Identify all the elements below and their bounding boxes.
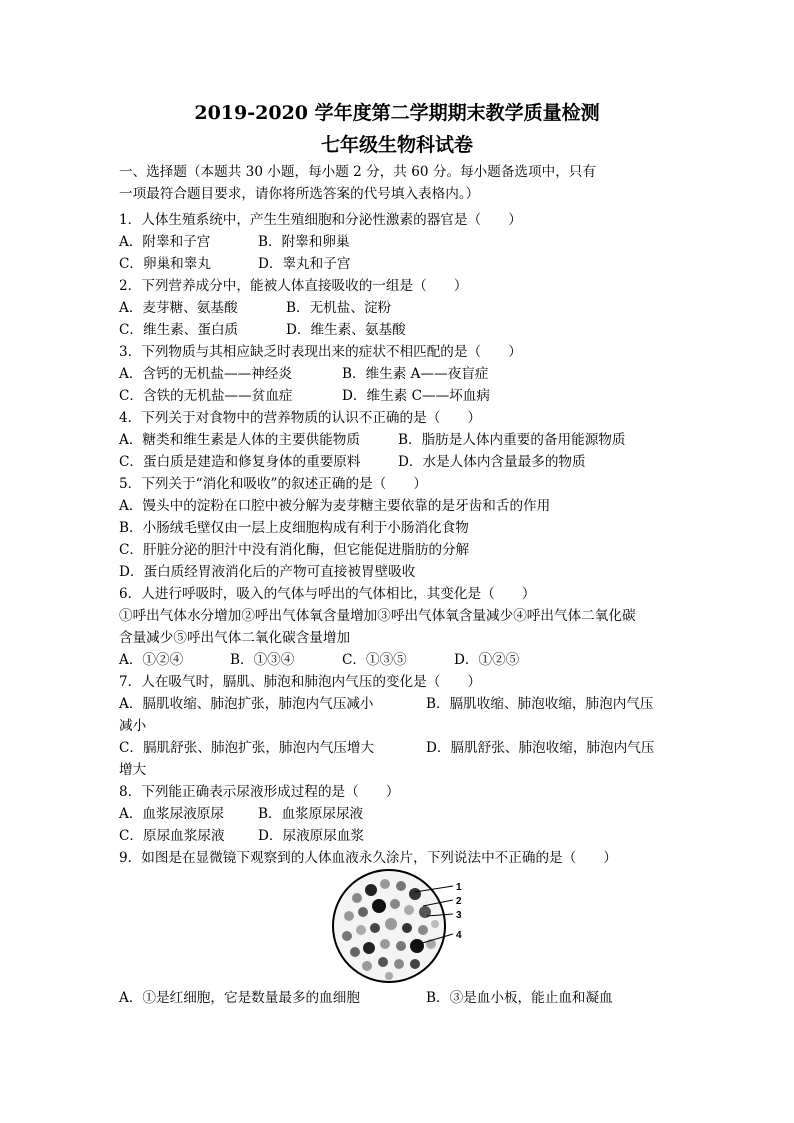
question-6-option-d: D．①②⑤	[454, 652, 520, 668]
question-2-option-b: B．无机盐、淀粉	[286, 300, 392, 316]
label-4: 4	[456, 930, 462, 941]
question-9-option-b: B．③是血小板，能止血和凝血	[426, 990, 613, 1006]
question-9-stem: 9．如图是在显微镜下观察到的人体血液永久涂片，下列说法中不正确的是（ ）	[119, 850, 618, 866]
label-2: 2	[456, 896, 462, 907]
label-3: 3	[456, 910, 462, 921]
question-1-option-a: A．附睾和子宫	[119, 234, 211, 250]
section-instructions-line1: 一、选择题（本题共 30 小题，每小题 2 分，共 60 分。每小题备选项中，只有	[119, 164, 596, 180]
question-2-option-a: A．麦芽糖、氨基酸	[119, 300, 238, 316]
question-4-option-d: D．水是人体内含量最多的物质	[398, 454, 586, 470]
question-8-option-a: A．血浆尿液原尿	[119, 806, 224, 822]
question-9-option-a: A．①是红细胞，它是数量最多的血细胞	[119, 990, 360, 1006]
question-4-option-b: B．脂肪是人体内重要的备用能源物质	[398, 432, 626, 448]
question-5-option-c: C．肝脏分泌的胆汁中没有消化酶，但它能促进脂肪的分解	[119, 542, 470, 558]
question-3-option-b: B．维生素 A——夜盲症	[342, 366, 489, 382]
exam-subtitle: 七年级生物科试卷	[320, 134, 473, 156]
question-8-option-b: B．血浆原尿尿液	[258, 806, 364, 822]
question-8-option-c: C．原尿血浆尿液	[119, 828, 225, 844]
question-3-option-d: D．维生素 C——坏血病	[342, 388, 490, 404]
question-5-option-a: A．馒头中的淀粉在口腔中被分解为麦芽糖主要依靠的是牙齿和舌的作用	[119, 498, 551, 514]
label-1: 1	[456, 882, 462, 893]
question-5-stem: 5．下列关于“消化和吸收”的叙述正确的是（ ）	[119, 476, 428, 492]
section-instructions-line2: 一项最符合题目要求，请你将所选答案的代号填入表格内。）	[119, 186, 480, 202]
question-8-stem: 8．下列能正确表示尿液形成过程的是（ ）	[119, 784, 400, 800]
question-6-option-a: A．①②④	[119, 652, 184, 668]
question-1-option-d: D．睾丸和子宫	[258, 256, 351, 272]
question-5-option-b: B．小肠绒毛壁仅由一层上皮细胞构成有利于小肠消化食物	[119, 520, 469, 536]
question-2-option-d: D．维生素、氨基酸	[286, 322, 406, 338]
question-3-option-a: A．含钙的无机盐——神经炎	[119, 366, 292, 382]
question-8-option-d: D．尿液原尿血浆	[258, 828, 365, 844]
question-3-option-c: C．含铁的无机盐——贫血症	[119, 388, 293, 404]
question-6-statements-line2: 含量减少⑤呼出气体二氧化碳含量增加	[119, 630, 351, 646]
question-6-statements-line1: ①呼出气体水分增加②呼出气体氧含量增加③呼出气体氧含量减少④呼出气体二氧化碳	[119, 608, 636, 624]
question-7-option-b: B．膈肌收缩、肺泡收缩，肺泡内气压	[426, 696, 654, 712]
question-7-option-a: A．膈肌收缩、肺泡扩张，肺泡内气压减小	[119, 696, 374, 712]
question-6-option-b: B．①③④	[230, 652, 295, 668]
question-6-stem: 6．人进行呼吸时，吸入的气体与呼出的气体相比，其变化是（ ）	[119, 586, 536, 602]
blood-smear-micrograph	[327, 866, 467, 986]
question-7-stem: 7．人在吸气时，膈肌、肺泡和肺泡内气压的变化是（ ）	[119, 674, 482, 690]
question-1-option-c: C．卵巢和睾丸	[119, 256, 211, 272]
question-2-option-c: C．维生素、蛋白质	[119, 322, 239, 338]
question-5-option-d: D．蛋白质经胃液消化后的产物可直接被胃壁吸收	[119, 564, 416, 580]
question-4-option-c: C．蛋白质是建造和修复身体的重要原料	[119, 454, 361, 470]
question-7-option-b-continued: 减小	[119, 718, 147, 734]
question-7-option-c: C．膈肌舒张、肺泡扩张，肺泡内气压增大	[119, 740, 375, 756]
question-6-option-c: C．①③⑤	[342, 652, 407, 668]
question-1-stem: 1．人体生殖系统中，产生生殖细胞和分泌性激素的器官是（ ）	[119, 212, 522, 228]
question-3-stem: 3．下列物质与其相应缺乏时表现出来的症状不相匹配的是（ ）	[119, 344, 522, 360]
question-7-option-d-continued: 增大	[119, 762, 147, 778]
question-2-stem: 2．下列营养成分中，能被人体直接吸收的一组是（ ）	[119, 278, 468, 294]
question-1-option-b: B．附睾和卵巢	[258, 234, 350, 250]
exam-title: 2019-2020 学年度第二学期期末教学质量检测	[194, 102, 600, 124]
question-4-option-a: A．糖类和维生素是人体的主要供能物质	[119, 432, 360, 448]
question-4-stem: 4．下列关于对食物中的营养物质的认识不正确的是（ ）	[119, 410, 482, 426]
question-7-option-d: D．膈肌舒张、肺泡收缩，肺泡内气压	[426, 740, 655, 756]
